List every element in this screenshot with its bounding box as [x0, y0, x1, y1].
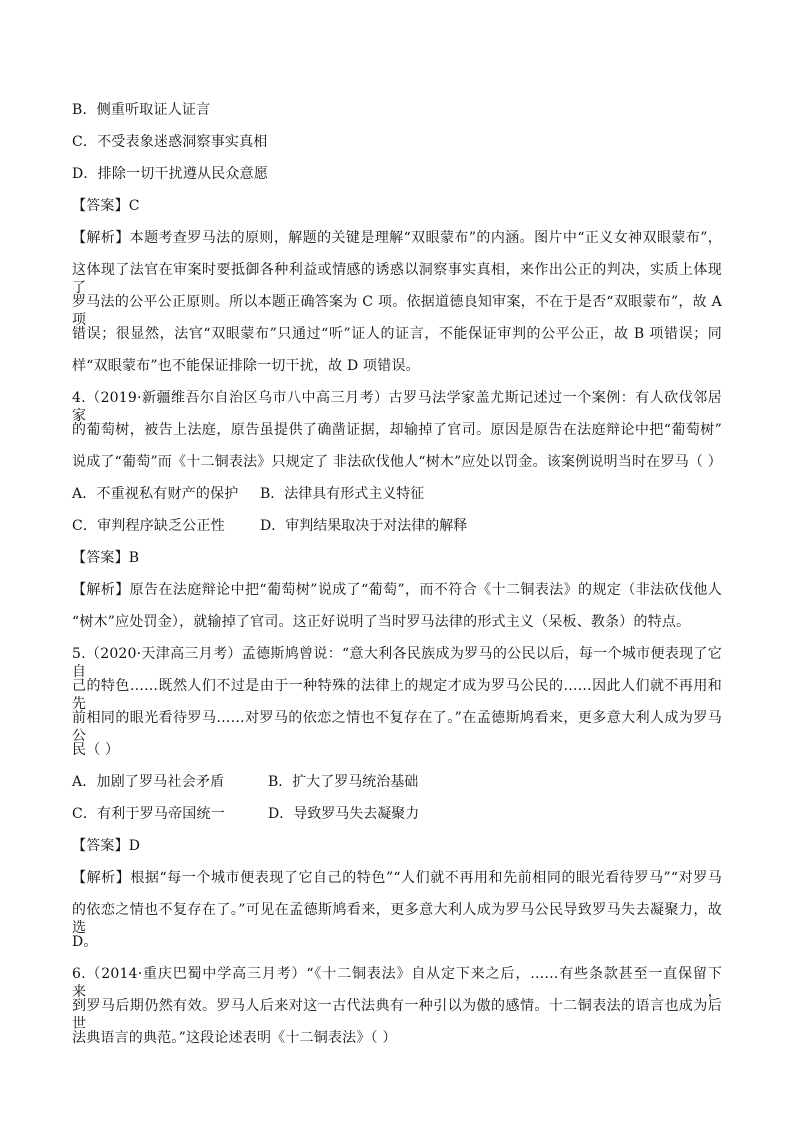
q5-analysis-line: D。 [72, 934, 98, 950]
q5-analysis-line: 的依恋之情也不复存在了。”可见在孟德斯鸠看来，更多意大利人成为罗马公民导致罗马失去凝聚力，故选 [72, 902, 722, 936]
q5-stem-line: 己的特色……既然人们不过是由于一种特殊的法律上的规定才成为罗马公民的……因此人们就不再用和先 [72, 678, 722, 712]
q4-option-d: D．审判结果取决于对法律的解释 [260, 518, 468, 534]
q5-option-c: C．有利于罗马帝国统一 [72, 806, 225, 822]
q4-option-c: C．审判程序缺乏公正性 [72, 518, 225, 534]
q5-stem-line: 前相同的眼光看待罗马……对罗马的依恋之情也不复存在了。”在孟德斯鸠看来，更多意大利人成为罗马公 [72, 710, 722, 744]
q5-stem-line: 5.（2020·天津高三月考）孟德斯鸠曾说：“意大利各民族成为罗马的公民以后，每一个城市便表现了它自 [72, 646, 722, 680]
q5-analysis-line: 【解析】根据“每一个城市便表现了它自己的特色”“人们就不再用和先前相同的眼光看待罗马”“对罗马 [72, 870, 722, 886]
q5-answer: 【答案】D [72, 838, 141, 854]
q3-analysis-line: 错误；很显然，法官“双眼蒙布”只通过“听”证人的证言，不能保证审判的公平公正，故 B 项错误；同 [72, 326, 722, 342]
q4-analysis-line: “树木”应处罚金），就输掉了官司。这正好说明了当时罗马法律的形式主义（呆板、教条）的特点。 [72, 614, 691, 630]
q3-option-b: B．侧重听取证人证言 [72, 102, 211, 118]
q5-stem-line: 民（ ） [72, 742, 120, 758]
q6-stem-line: 6.（2014·重庆巴蜀中学高三月考）“《十二铜表法》自从定下来之后，……有些条款甚至一直保留下来， [72, 966, 722, 1000]
q4-option-a: A．不重视私有财产的保护 [72, 486, 239, 502]
q3-analysis-line: 罗马法的公平公正原则。所以本题正确答案为 C 项。依据道德良知审案，不在于是否“双眼蒙布”，故 A 项 [72, 294, 722, 328]
q5-option-a: A．加剧了罗马社会矛盾 [72, 774, 225, 790]
q4-stem-line: 的葡萄树，被告上法庭，原告虽提供了确凿证据，却输掉了官司。原因是原告在法庭辩论中把“葡萄树” [72, 422, 722, 438]
q5-option-d: D．导致罗马失去凝聚力 [268, 806, 420, 822]
q4-stem-line: 说成了“葡萄”而《十二铜表法》只规定了 非法砍伐他人“树木”应处以罚金。该案例说明当时在罗马（ ） [72, 454, 722, 470]
q3-analysis-line: 【解析】本题考查罗马法的原则，解题的关键是理解“双眼蒙布”的内涵。图片中“正义女神双眼蒙布”， [72, 230, 722, 246]
q3-analysis-line: 样“双眼蒙布”也不能保证排除一切干扰，故 D 项错误。 [72, 358, 420, 374]
q5-option-b: B．扩大了罗马统治基础 [268, 774, 419, 790]
q3-analysis-line: 这体现了法官在审案时要抵御各种利益或情感的诱惑以洞察事实真相，来作出公正的判决，实质上体现了 [72, 262, 722, 296]
q3-option-d: D．排除一切干扰遵从民众意愿 [72, 166, 269, 182]
q4-stem-line: 4.（2019·新疆维吾尔自治区乌市八中高三月考）古罗马法学家盖尤斯记述过一个案例：有人砍伐邻居家 [72, 390, 722, 424]
q3-answer: 【答案】C [72, 198, 140, 214]
q4-analysis-line: 【解析】原告在法庭辩论中把“葡萄树”说成了“葡萄”，而不符合《十二铜表法》的规定（非法砍伐他人 [72, 582, 722, 598]
q6-stem-line: 到罗马后期仍然有效。罗马人后来对这一古代法典有一种引以为傲的感情。十二铜表法的语言也成为后世 [72, 998, 722, 1032]
q4-option-b: B．法律具有形式主义特征 [260, 486, 425, 502]
q6-stem-line: 法典语言的典范。”这段论述表明《十二铜表法》（ ） [72, 1030, 397, 1046]
q3-option-c: C．不受表象迷惑洞察事实真相 [72, 134, 268, 150]
q4-answer: 【答案】B [72, 550, 140, 566]
